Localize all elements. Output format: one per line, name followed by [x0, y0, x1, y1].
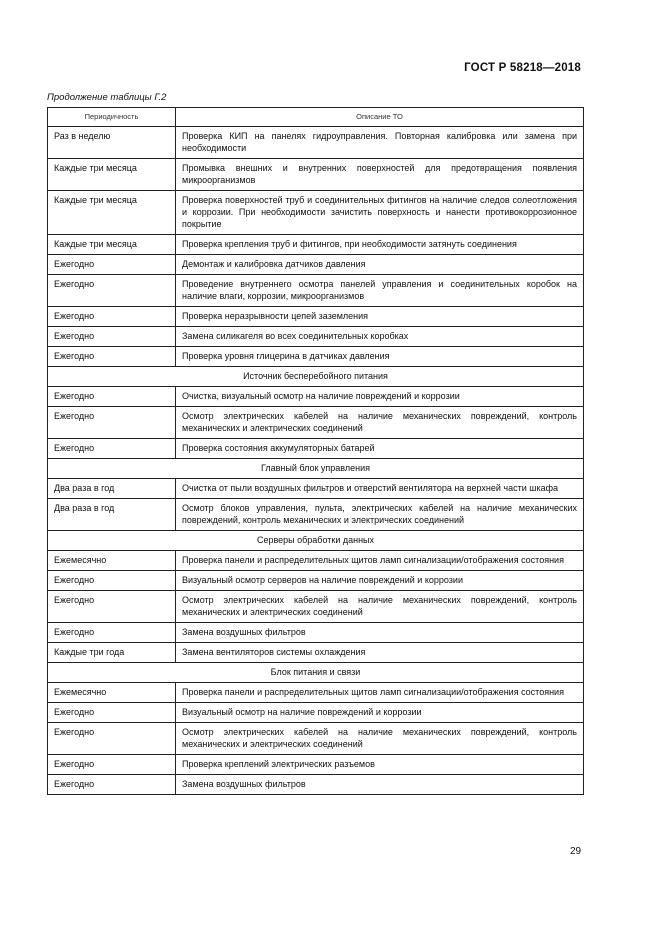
table-row	[48, 479, 584, 499]
table-row	[48, 703, 584, 723]
table-section-row	[48, 531, 584, 551]
table-row	[48, 327, 584, 347]
table-body	[48, 127, 584, 795]
description-cell: Замена вентиляторов системы охлаждения	[176, 643, 584, 663]
description-cell: Проверка креплений электрических разъемов	[176, 755, 584, 775]
period-cell: Ежегодно	[48, 387, 176, 407]
table-row	[48, 275, 584, 307]
description-cell: Замена силикагеля во всех соединительных коробках	[176, 327, 584, 347]
period-cell: Ежегодно	[48, 591, 176, 623]
table-row	[48, 499, 584, 531]
description-cell: Демонтаж и калибровка датчиков давления	[176, 255, 584, 275]
period-cell: Каждые три года	[48, 643, 176, 663]
page-number: 29	[570, 846, 582, 857]
description-cell: Замена воздушных фильтров	[176, 775, 584, 795]
description-cell: Замена воздушных фильтров	[176, 623, 584, 643]
description-cell: Проверка панели и распределительных щитов ламп сигнализации/отображения состояния	[176, 683, 584, 703]
period-cell: Каждые три месяца	[48, 191, 176, 235]
table-row	[48, 347, 584, 367]
table-row	[48, 591, 584, 623]
table-row	[48, 191, 584, 235]
column-header-period: Периодичность	[48, 108, 176, 127]
section-title: Серверы обработки данных	[48, 531, 584, 551]
table-row	[48, 387, 584, 407]
period-cell: Каждые три месяца	[48, 159, 176, 191]
standard-header: ГОСТ Р 58218—2018	[464, 62, 581, 74]
description-cell: Проверка КИП на панелях гидроуправления. Повторная калибровка или замена при необходимости	[176, 127, 584, 159]
maintenance-table	[47, 107, 584, 795]
table-section-row	[48, 663, 584, 683]
table-section-row	[48, 459, 584, 479]
period-cell: Ежегодно	[48, 255, 176, 275]
table-row	[48, 235, 584, 255]
description-cell: Очистка от пыли воздушных фильтров и отверстий вентилятора на верхней части шкафа	[176, 479, 584, 499]
period-cell: Ежегодно	[48, 623, 176, 643]
table-row	[48, 255, 584, 275]
description-cell: Осмотр блоков управления, пульта, электрических кабелей на наличие механических повреждений, контроль механических и электрических соединений	[176, 499, 584, 531]
description-cell: Проверка крепления труб и фитингов, при необходимости затянуть соединения	[176, 235, 584, 255]
period-cell: Ежегодно	[48, 723, 176, 755]
table-row	[48, 643, 584, 663]
description-cell: Проверка панели и распределительных щитов ламп сигнализации/отображения состояния	[176, 551, 584, 571]
description-cell: Проверка состояния аккумуляторных батарей	[176, 439, 584, 459]
period-cell: Ежегодно	[48, 347, 176, 367]
table-row	[48, 755, 584, 775]
table-row	[48, 623, 584, 643]
period-cell: Ежегодно	[48, 571, 176, 591]
period-cell: Ежегодно	[48, 327, 176, 347]
period-cell: Ежемесячно	[48, 551, 176, 571]
description-cell: Промывка внешних и внутренних поверхностей для предотвращения появления микроорганизмов	[176, 159, 584, 191]
period-cell: Раз в неделю	[48, 127, 176, 159]
description-cell: Осмотр электрических кабелей на наличие механических повреждений, контроль механических и электрических соединений	[176, 723, 584, 755]
section-title: Источник бесперебойного питания	[48, 367, 584, 387]
description-cell: Проверка уровня глицерина в датчиках давления	[176, 347, 584, 367]
column-header-description: Описание ТО	[176, 108, 584, 127]
table-caption: Продолжение таблицы Г.2	[47, 92, 167, 103]
description-cell: Визуальный осмотр серверов на наличие повреждений и коррозии	[176, 571, 584, 591]
section-title: Блок питания и связи	[48, 663, 584, 683]
description-cell: Проверка поверхностей труб и соединительных фитингов на наличие следов солеотложения и коррозии. При необходимости зачистить поверхность и нанести противокоррозионное покрытие	[176, 191, 584, 235]
table-row	[48, 551, 584, 571]
table-row	[48, 439, 584, 459]
description-cell: Осмотр электрических кабелей на наличие механических повреждений, контроль механических и электрических соединений	[176, 591, 584, 623]
description-cell: Визуальный осмотр на наличие повреждений и коррозии	[176, 703, 584, 723]
period-cell: Два раза в год	[48, 479, 176, 499]
period-cell: Ежегодно	[48, 307, 176, 327]
period-cell: Ежегодно	[48, 407, 176, 439]
table-header-row	[48, 108, 584, 127]
table-row	[48, 723, 584, 755]
table-row	[48, 775, 584, 795]
period-cell: Ежегодно	[48, 703, 176, 723]
table-section-row	[48, 367, 584, 387]
table-row	[48, 407, 584, 439]
period-cell: Два раза в год	[48, 499, 176, 531]
table-row	[48, 307, 584, 327]
table-row	[48, 683, 584, 703]
period-cell: Ежегодно	[48, 439, 176, 459]
period-cell: Ежегодно	[48, 775, 176, 795]
table-row	[48, 127, 584, 159]
table-row	[48, 571, 584, 591]
description-cell: Проверка неразрывности цепей заземления	[176, 307, 584, 327]
description-cell: Осмотр электрических кабелей на наличие механических повреждений, контроль механических и электрических соединений	[176, 407, 584, 439]
description-cell: Очистка, визуальный осмотр на наличие повреждений и коррозии	[176, 387, 584, 407]
period-cell: Ежегодно	[48, 275, 176, 307]
period-cell: Ежегодно	[48, 755, 176, 775]
period-cell: Каждые три месяца	[48, 235, 176, 255]
period-cell: Ежемесячно	[48, 683, 176, 703]
section-title: Главный блок управления	[48, 459, 584, 479]
description-cell: Проведение внутреннего осмотра панелей управления и соединительных коробок на наличие влаги, коррозии, микроорганизмов	[176, 275, 584, 307]
table-row	[48, 159, 584, 191]
